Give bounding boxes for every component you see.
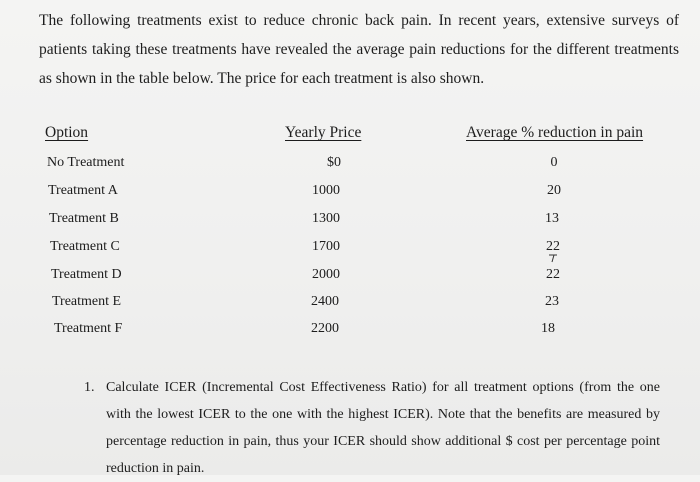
option-name: Treatment B [49, 211, 119, 226]
yearly-price: 2400 [311, 294, 339, 309]
pain-reduction: 22 [546, 267, 560, 282]
pain-reduction: 20 [547, 183, 561, 198]
table-row [0, 319, 700, 347]
table-row [0, 292, 700, 320]
handwritten-mark [546, 253, 560, 263]
yearly-price: 1000 [312, 183, 340, 198]
intro-paragraph: The following treatments exist to reduce chronic back pain. In recent years, extensive surveys of patients taking these treatments have revealed the average pain reductions for the different treatments as shown in the table below. The price for each treatment is also shown. [39, 12, 679, 87]
option-name: Treatment F [54, 321, 123, 336]
question-text: Calculate ICER (Incremental Cost Effectiveness Ratio) for all treatment options (from the one with the lowest ICER to the one with the highest ICER). Note that the benefits are measured by percentage reduction in pain, thus your ICER should show additional $ cost per percentage point reduction in pain. [106, 380, 660, 476]
option-name: Treatment C [50, 239, 120, 254]
table-row [0, 265, 700, 293]
option-name: Treatment A [48, 183, 118, 198]
question-number: 1. [84, 380, 95, 395]
pain-reduction: 23 [545, 294, 559, 309]
yearly-price: 1700 [312, 239, 340, 254]
yearly-price: $0 [327, 155, 341, 170]
option-name: No Treatment [47, 155, 125, 170]
option-name: Treatment E [52, 294, 122, 309]
option-name: Treatment D [51, 267, 122, 282]
yearly-price: 1300 [312, 211, 340, 226]
header-option: Option [45, 124, 89, 141]
pain-reduction: 0 [550, 155, 558, 170]
yearly-price: 2000 [312, 267, 340, 282]
pain-reduction: 18 [541, 321, 555, 336]
table-row [0, 181, 700, 209]
pain-reduction: 22 [546, 239, 560, 254]
table-row [0, 237, 700, 265]
table-row [0, 153, 700, 181]
yearly-price: 2200 [311, 321, 339, 336]
pain-reduction: 13 [545, 211, 559, 226]
table-row [0, 209, 700, 237]
header-average-reduction: Average % reduction in pain [466, 124, 644, 141]
header-yearly-price: Yearly Price [285, 124, 362, 141]
